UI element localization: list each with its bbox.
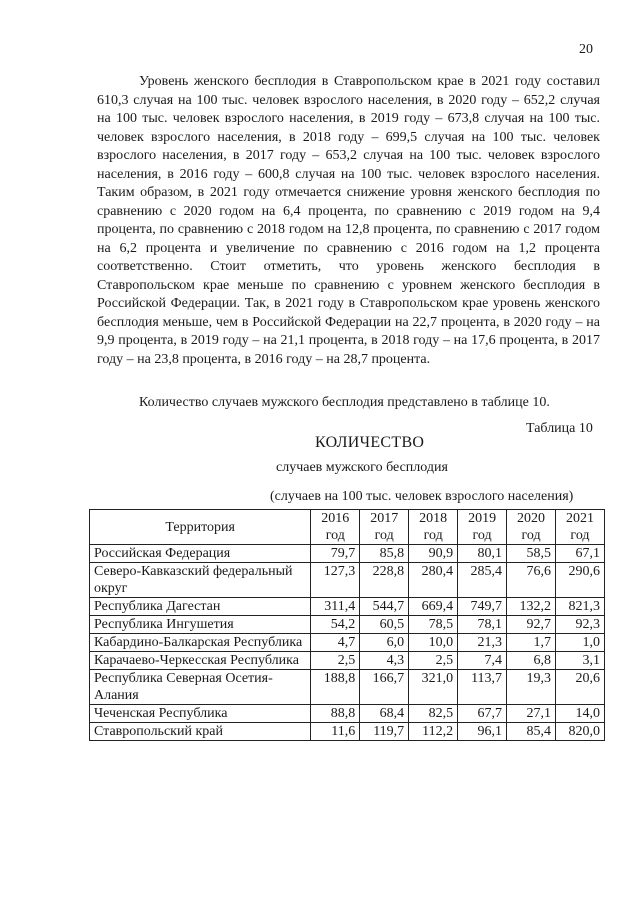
value-cell: 544,7 xyxy=(360,598,409,616)
header-territory: Территория xyxy=(90,510,311,545)
header-year: 2016 год xyxy=(311,510,360,545)
value-cell: 1,0 xyxy=(555,634,604,652)
value-cell: 54,2 xyxy=(311,616,360,634)
value-cell: 6,0 xyxy=(360,634,409,652)
table-label: Таблица 10 xyxy=(526,421,593,436)
table-title: КОЛИЧЕСТВО xyxy=(315,434,425,451)
table-row xyxy=(90,670,605,705)
value-cell: 119,7 xyxy=(360,723,409,741)
value-cell: 280,4 xyxy=(409,563,458,598)
table-subtitle: случаев мужского бесплодия xyxy=(276,460,448,475)
value-cell: 79,7 xyxy=(311,545,360,563)
value-cell: 749,7 xyxy=(458,598,507,616)
value-cell: 20,6 xyxy=(555,670,604,705)
value-cell: 78,5 xyxy=(409,616,458,634)
territory-name: Чеченская Республика xyxy=(90,705,311,723)
table-row xyxy=(90,563,605,598)
territory-name: Кабардино-Балкарская Республика xyxy=(90,634,311,652)
value-cell: 27,1 xyxy=(507,705,556,723)
value-cell: 78,1 xyxy=(458,616,507,634)
value-cell: 113,7 xyxy=(458,670,507,705)
header-year: 2020 год xyxy=(507,510,556,545)
value-cell: 92,3 xyxy=(555,616,604,634)
value-cell: 820,0 xyxy=(555,723,604,741)
table-row xyxy=(90,705,605,723)
value-cell: 68,4 xyxy=(360,705,409,723)
value-cell: 67,7 xyxy=(458,705,507,723)
table-row xyxy=(90,723,605,741)
value-cell: 2,5 xyxy=(409,652,458,670)
value-cell: 821,3 xyxy=(555,598,604,616)
table-row xyxy=(90,634,605,652)
value-cell: 76,6 xyxy=(507,563,556,598)
territory-name: Республика Ингушетия xyxy=(90,616,311,634)
value-cell: 7,4 xyxy=(458,652,507,670)
value-cell: 132,2 xyxy=(507,598,556,616)
table-header-row xyxy=(90,510,605,545)
value-cell: 321,0 xyxy=(409,670,458,705)
value-cell: 80,1 xyxy=(458,545,507,563)
value-cell: 60,5 xyxy=(360,616,409,634)
paragraph-table-intro: Количество случаев мужского бесплодия представлено в таблице 10. xyxy=(139,395,550,410)
value-cell: 2,5 xyxy=(311,652,360,670)
value-cell: 85,8 xyxy=(360,545,409,563)
territory-name: Российская Федерация xyxy=(90,545,311,563)
value-cell: 90,9 xyxy=(409,545,458,563)
territory-name: Республика Северная Осетия-Алания xyxy=(90,670,311,705)
value-cell: 96,1 xyxy=(458,723,507,741)
territory-name: Ставропольский край xyxy=(90,723,311,741)
header-year: 2021 год xyxy=(555,510,604,545)
header-year: 2018 год xyxy=(409,510,458,545)
header-year: 2019 год xyxy=(458,510,507,545)
value-cell: 67,1 xyxy=(555,545,604,563)
male-infertility-table xyxy=(89,509,605,741)
value-cell: 14,0 xyxy=(555,705,604,723)
value-cell: 4,7 xyxy=(311,634,360,652)
value-cell: 290,6 xyxy=(555,563,604,598)
paragraph-female-infertility: Уровень женского бесплодия в Ставропольском крае в 2021 году составил 610,3 случая на 100 тыс. человек взрослого населения, в 2020 году – 652,2 случая на 100 тыс. человек взрослого населения, в 2019 году – 673,8 случая на 100 тыс. человек взрослого населения, в 2018 году – 699,5 случая на 100 тыс. человек взрослого населения, в 2017 году – 653,2 случая на 100 тыс. человек взрослого населения, в 2016 году – 600,8 случая на 100 тыс. человек взрослого населения. Таким образом, в 2021 году отмечается снижение уровня женского бесплодия по сравнению с 2020 годом на 6,4 процента, по сравнению с 2019 годом на 9,4 процента, по сравнению с 2018 годом на 12,8 процента, по сравнению с 2017 годом на 6,2 процента и увеличение по сравнению с 2016 годом на 1,2 процента соответственно. Стоит отметить, что уровень женского бесплодия в Ставропольском крае меньше по сравнению с уровнем женского бесплодия в Российской Федерации. Так, в 2021 году в Ставропольском крае уровень женского бесплодия меньше, чем в Российской Федерации на 22,7 процента, в 2020 году – на 9,9 процента, в 2019 году – на 21,1 процента, в 2018 году – на 17,6 процента, в 2017 году – на 23,8 процента, в 2016 году – на 28,7 процента. xyxy=(97,74,600,367)
value-cell: 6,8 xyxy=(507,652,556,670)
table-row xyxy=(90,545,605,563)
value-cell: 11,6 xyxy=(311,723,360,741)
value-cell: 85,4 xyxy=(507,723,556,741)
value-cell: 112,2 xyxy=(409,723,458,741)
table-row xyxy=(90,598,605,616)
value-cell: 3,1 xyxy=(555,652,604,670)
table-row xyxy=(90,652,605,670)
value-cell: 19,3 xyxy=(507,670,556,705)
value-cell: 21,3 xyxy=(458,634,507,652)
value-cell: 88,8 xyxy=(311,705,360,723)
page-number: 20 xyxy=(579,42,593,57)
table-unit: (случаев на 100 тыс. человек взрослого населения) xyxy=(270,489,574,504)
value-cell: 10,0 xyxy=(409,634,458,652)
value-cell: 92,7 xyxy=(507,616,556,634)
value-cell: 228,8 xyxy=(360,563,409,598)
value-cell: 58,5 xyxy=(507,545,556,563)
value-cell: 4,3 xyxy=(360,652,409,670)
value-cell: 188,8 xyxy=(311,670,360,705)
value-cell: 127,3 xyxy=(311,563,360,598)
header-year: 2017 год xyxy=(360,510,409,545)
value-cell: 82,5 xyxy=(409,705,458,723)
value-cell: 285,4 xyxy=(458,563,507,598)
territory-name: Северо-Кавказский федеральный округ xyxy=(90,563,311,598)
value-cell: 1,7 xyxy=(507,634,556,652)
territory-name: Республика Дагестан xyxy=(90,598,311,616)
table-row xyxy=(90,616,605,634)
value-cell: 166,7 xyxy=(360,670,409,705)
territory-name: Карачаево-Черкесская Республика xyxy=(90,652,311,670)
value-cell: 669,4 xyxy=(409,598,458,616)
value-cell: 311,4 xyxy=(311,598,360,616)
